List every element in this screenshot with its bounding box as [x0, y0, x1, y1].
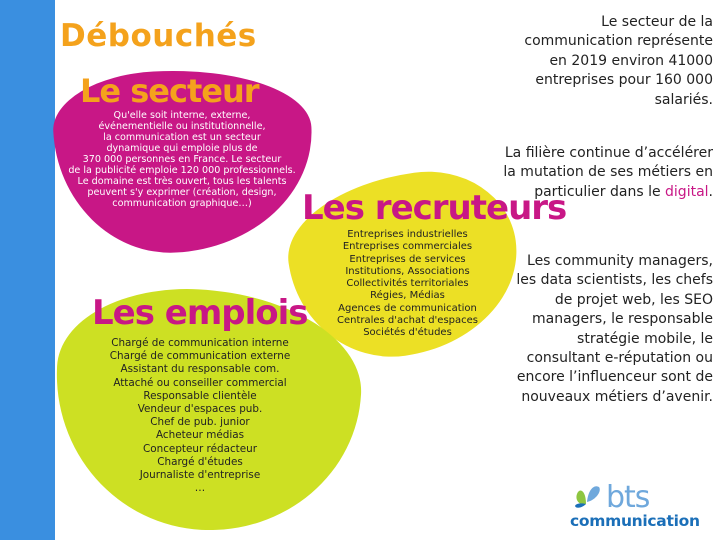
left-accent-stripe	[0, 0, 55, 540]
recruteur-item: Entreprises de services	[349, 253, 466, 265]
stats-paragraph: Le secteur de la communication représente en 2019 environ 41000 entreprises pour 160 000 salariés.	[524, 14, 713, 108]
emploi-item: Acheteur médias	[155, 429, 245, 442]
emploi-item: Chargé de communication externe	[109, 350, 291, 363]
secteur-line: la communication est un secteur	[103, 132, 261, 143]
secteur-heading: Le secteur	[80, 72, 259, 110]
recruteur-item: Entreprises commerciales	[342, 241, 473, 253]
slide-title: Débouchés	[60, 18, 257, 54]
emploi-item: Chargé de communication interne	[111, 337, 289, 349]
secteur-line: 370 000 personnes en France. Le secteur	[82, 154, 282, 165]
digital-paragraph-end: .	[708, 183, 713, 200]
recruteurs-heading: Les recruteurs	[302, 188, 567, 228]
emploi-item: Attaché ou conseiller commercial	[113, 376, 287, 389]
emplois-heading: Les emplois	[92, 293, 308, 333]
emploi-item: Assistant du responsable com.	[120, 363, 280, 376]
recruteurs-list	[305, 229, 510, 340]
secteur-line: peuvent s'y exprimer (création, design,	[87, 187, 277, 198]
emploi-item: Responsable clientèle	[143, 389, 257, 402]
secteur-line: Qu'elle soit interne, externe,	[113, 110, 251, 121]
recruteur-item: Institutions, Associations	[345, 265, 470, 277]
logo-communication-text: communication	[570, 512, 700, 530]
secteur-text	[66, 110, 298, 209]
secteur-line: Le domaine est très ouvert, tous les talents	[77, 176, 287, 187]
secteur-line: événementielle ou institutionnelle,	[98, 121, 266, 132]
recruteur-item: Agences de communication	[338, 302, 477, 314]
emploi-item: Chef de pub. junior	[150, 416, 250, 429]
emploi-item: Vendeur d'espaces pub.	[137, 403, 263, 416]
secteur-line: de la publicité emploie 120 000 professionnels.	[68, 165, 296, 176]
bts-butterfly-logo-icon	[572, 482, 602, 510]
digital-paragraph	[498, 144, 713, 202]
recruteur-item: Collectivités territoriales	[346, 278, 469, 290]
emploi-item: Concepteur rédacteur	[143, 442, 257, 455]
emplois-list	[80, 337, 320, 495]
digital-keyword: digital	[665, 183, 709, 200]
bts-communication-logo	[568, 480, 718, 538]
emploi-item: Chargé d'études	[157, 455, 243, 468]
recruteur-item: Entreprises industrielles	[347, 229, 468, 240]
new-jobs-paragraph: Les community managers, les data scientists, les chefs de projet web, les SEO managers, le responsable stratégie mobile, le consultant e-réputation ou encore l’influenceur sont de nouveaux métiers d’avenir.	[516, 253, 713, 405]
recruteur-item: Régies, Médias	[370, 290, 445, 302]
recruteur-item: Centrales d'achat d'espaces	[336, 315, 479, 327]
recruteur-item: Sociétés d'études	[363, 327, 452, 339]
secteur-line: dynamique qui emploie plus de	[106, 143, 258, 154]
logo-bts-text: bts	[606, 480, 650, 515]
digital-paragraph-text: La filière continue d’accélérer la mutation de ses métiers en particulier dans le	[503, 145, 713, 200]
emploi-item: Journaliste d'entreprise	[139, 469, 261, 482]
emploi-item: …	[194, 482, 206, 495]
secteur-line: communication graphique…)	[112, 198, 252, 209]
